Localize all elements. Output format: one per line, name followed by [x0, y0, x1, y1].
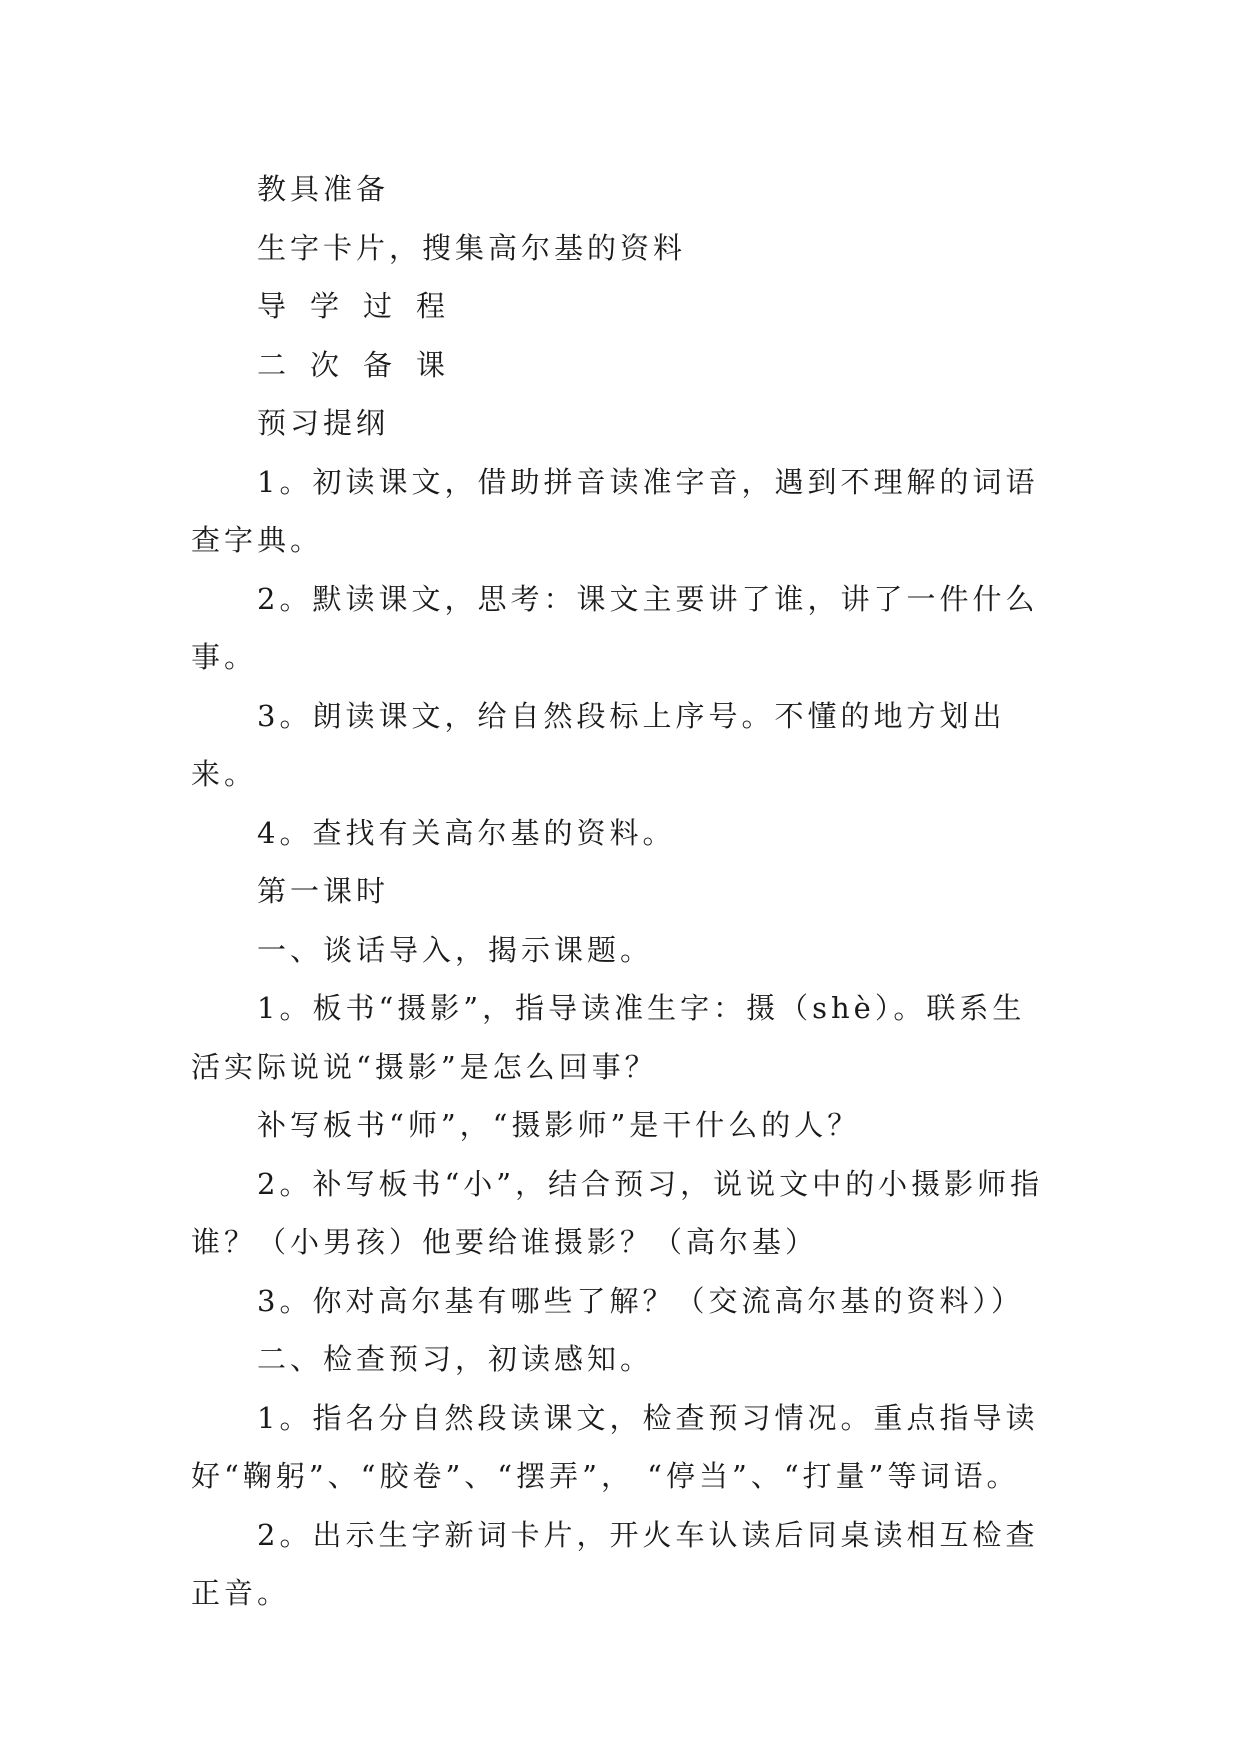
- paragraph-section2-1: 1。指名分自然段读课文，检查预习情况。重点指导读好“鞠躬”、“胶卷”、“摆弄”， “停当”、“打量”等词语。: [191, 1400, 1039, 1493]
- heading-preview-outline: 预习提纲: [257, 406, 390, 440]
- heading-process: 导学过程: [257, 289, 470, 323]
- paragraph-preview-3: 3。朗读课文，给自然段标上序号。不懂的地方划出来。: [191, 698, 1006, 791]
- paragraph-preview-2: 2。默读课文，思考：课文主要讲了谁，讲了一件什么事。: [191, 581, 1039, 674]
- paragraph-preview-4: 4。查找有关高尔基的资料。: [257, 815, 676, 850]
- paragraph-section1-2: 2。补写板书“小”，结合预习，说说文中的小摄影师指谁？（小男孩）他要给谁摄影？（高尔基）: [191, 1166, 1044, 1259]
- heading-section-2: 二、检查预习，初读感知。: [257, 1342, 654, 1376]
- paragraph-section2-2: 2。出示生字新词卡片，开火车认读后同桌读相互检查正音。: [191, 1517, 1039, 1610]
- heading-first-lesson: 第一课时: [257, 874, 390, 908]
- heading-teaching-aids: 教具准备: [257, 172, 390, 206]
- heading-second-prep: 二次备课: [257, 347, 470, 382]
- paragraph-preview-1: 1。初读课文，借助拼音读准字音，遇到不理解的词语查字典。: [191, 464, 1039, 557]
- document-body: [191, 160, 1051, 1623]
- paragraph-section1-extra: 补写板书“师”，“摄影师”是干什么的人？: [257, 1108, 861, 1142]
- paragraph-section1-3: 3。你对高尔基有哪些了解？（交流高尔基的资料））: [257, 1283, 1024, 1318]
- paragraph-section1-1: 1。板书“摄影”，指导读准生字：摄（shè）。联系生活实际说说“摄影”是怎么回事？: [191, 991, 1026, 1084]
- heading-section-1: 一、谈话导入，揭示课题。: [257, 932, 654, 967]
- paragraph-materials: 生字卡片，搜集高尔基的资料: [257, 230, 687, 265]
